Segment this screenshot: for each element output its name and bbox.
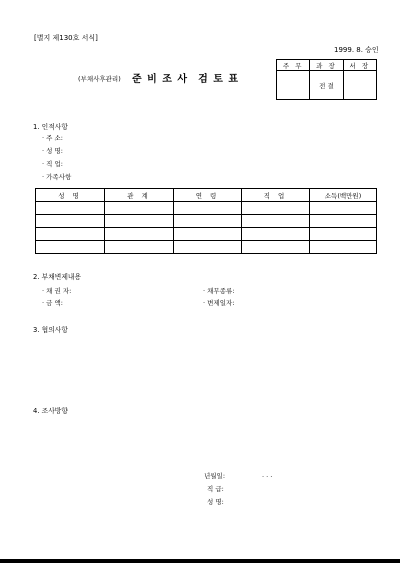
signature-rank-label: 직 급: [207, 485, 224, 493]
bottom-rule [0, 559, 400, 563]
title-word-1: 준 비 조 사 [132, 74, 189, 85]
family-cell [105, 202, 174, 215]
approval-box [276, 59, 377, 100]
family-cell [242, 228, 310, 241]
family-cell [310, 202, 377, 215]
family-col-header: 성 명 [36, 189, 105, 202]
signature-name-label: 성 명: [207, 498, 224, 506]
approval-sign-cell [343, 71, 376, 100]
family-cell [36, 241, 105, 254]
family-cell [310, 215, 377, 228]
section-3-heading: 3. 협의사항 [33, 326, 68, 334]
family-table [35, 188, 377, 254]
family-cell [105, 228, 174, 241]
family-cell [36, 228, 105, 241]
approval-sign-cell [277, 71, 310, 100]
approval-header-cell: 서 장 [343, 60, 376, 71]
job-label: · 직 업: [42, 160, 63, 168]
approval-header-cell: 과 장 [310, 60, 343, 71]
amount-label: · 금 액: [42, 299, 63, 307]
approval-date: 1999. 8. 승인 [334, 46, 379, 54]
name-label: · 성 명: [42, 147, 63, 155]
form-number: [별지 제130호 서식] [34, 34, 98, 42]
family-cell [242, 215, 310, 228]
document-title [132, 70, 239, 85]
table-row [36, 241, 377, 254]
family-cell [36, 202, 105, 215]
family-cell [310, 228, 377, 241]
family-col-header: 연 령 [174, 189, 242, 202]
signature-date-label: 년월일: [204, 472, 226, 480]
table-row [36, 215, 377, 228]
section-4-heading: 4. 조사방향 [33, 407, 68, 415]
family-cell [242, 241, 310, 254]
family-cell [105, 215, 174, 228]
section-1-heading: 1. 인적사항 [33, 123, 68, 131]
address-label: · 주 소: [42, 134, 63, 142]
family-cell [174, 202, 242, 215]
family-label: · 가족사항 [42, 173, 72, 181]
debt-type-label: · 채무종류: [203, 287, 235, 295]
family-cell [174, 241, 242, 254]
family-cell [36, 215, 105, 228]
approval-sign-cell: 전 결 [310, 71, 343, 100]
family-cell [105, 241, 174, 254]
family-col-header: 직 업 [242, 189, 310, 202]
family-cell [174, 215, 242, 228]
approval-header-cell: 주 무 [277, 60, 310, 71]
table-row [36, 228, 377, 241]
title-prefix: (부채사후관리) [78, 75, 121, 83]
table-row [36, 202, 377, 215]
family-col-header: 소득(백만원) [310, 189, 377, 202]
family-cell [242, 202, 310, 215]
signature-date-dots: . . . [262, 471, 273, 479]
family-cell [174, 228, 242, 241]
section-2-heading: 2. 부채변제내용 [33, 273, 82, 281]
creditor-label: · 채 권 자: [42, 287, 72, 295]
family-cell [310, 241, 377, 254]
title-word-2: 검 토 표 [198, 74, 240, 85]
family-col-header: 관 계 [105, 189, 174, 202]
repay-date-label: · 변제일자: [203, 299, 235, 307]
